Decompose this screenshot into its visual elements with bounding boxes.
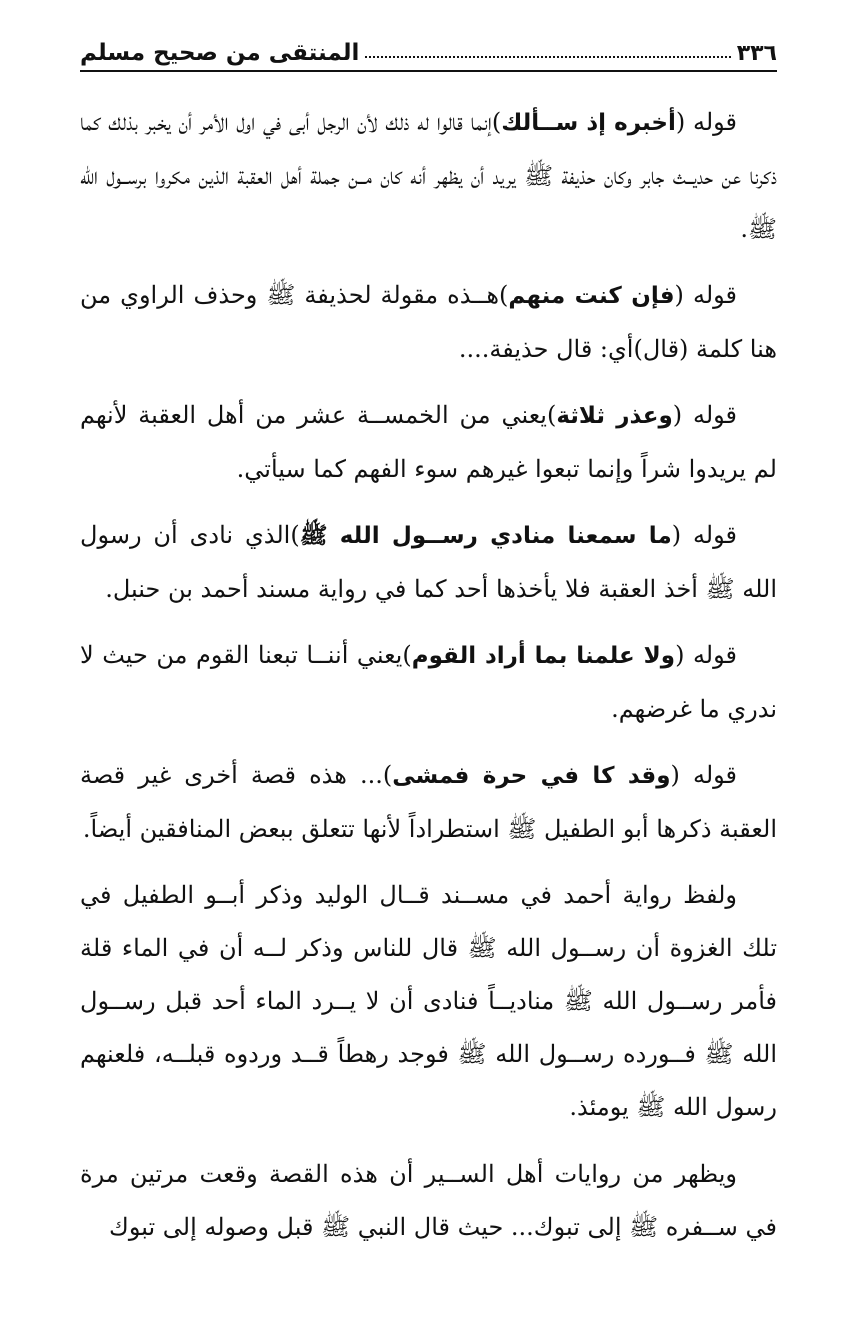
paragraph: قوله (وقد كا في حرة فمشى)... هذه قصة أخرى غير قصة العقبة ذكرها أبو الطفيل ﷺ استطراداً لأنها تتعلق ببعض المنافقين أيضاً. [80,761,777,843]
page-header [80,26,777,72]
paragraph: قوله (فإن كنت منهم)هــذه مقولة لحذيفة ﷺ وحذف الراوي من هنا كلمة (قال)أي: قال حذيفة.... [80,281,777,363]
paragraph: قوله (وعذر ثلاثة)يعني من الخمســة عشر من أهل العقبة لأنهم لم يريدوا شراً وإنما تبعوا غيرهم سوء الفهم كما سيأتي. [80,401,777,483]
page-body [80,96,777,1268]
paragraph: ولفظ رواية أحمد في مســند قــال الوليد وذكر أبــو الطفيل في تلك الغزوة أن رســول الله ﷺ قال للناس وذكر لــه أن في الماء قلة فأمر رســول الله ﷺ منادیــاً فنادى أن لا يــرد الماء أحد قبل رســول الله ﷺ فــورده رســول الله ﷺ فوجد رهطاً قــد وردوه قبلــه، فلعنهم رسول الله ﷺ يومئذ. [80,881,777,1121]
header-dotted-leader [365,56,730,58]
book-title: المنتقى من صحيح مسلم [80,40,360,66]
paragraph: قوله (ما سمعنا منادي رســول الله ﷺ)الذي نادى أن رسول الله ﷺ أخذ العقبة فلا يأخذها أحد كما في رواية مسند أحمد بن حنبل. [80,521,777,603]
paragraph: قوله (أخبره إذ ســألك)إنما قالوا له ذلك لأن الرجل أبى في اول الأمر أن يخبر بذلك كما ذكرنا عن حديــث جابر وكان حذيفة ﷺ يريد أن يظهر أنه كان مــن جملة أهل العقبة الذين مكروا برســول الله ﷺ. [80,108,777,243]
paragraph: ويظهر من روايات أهل الســير أن هذه القصة وقعت مرتين مرة في ســفره ﷺ إلى تبوك... حيث قال النبي ﷺ قبل وصوله إلى تبوك [80,1160,777,1241]
page-number: ٣٣٦ [736,41,777,66]
paragraph: قوله (ولا علمنا بما أراد القوم)يعني أننــا تبعنا القوم من حيث لا ندري ما غرضهم. [80,641,777,723]
